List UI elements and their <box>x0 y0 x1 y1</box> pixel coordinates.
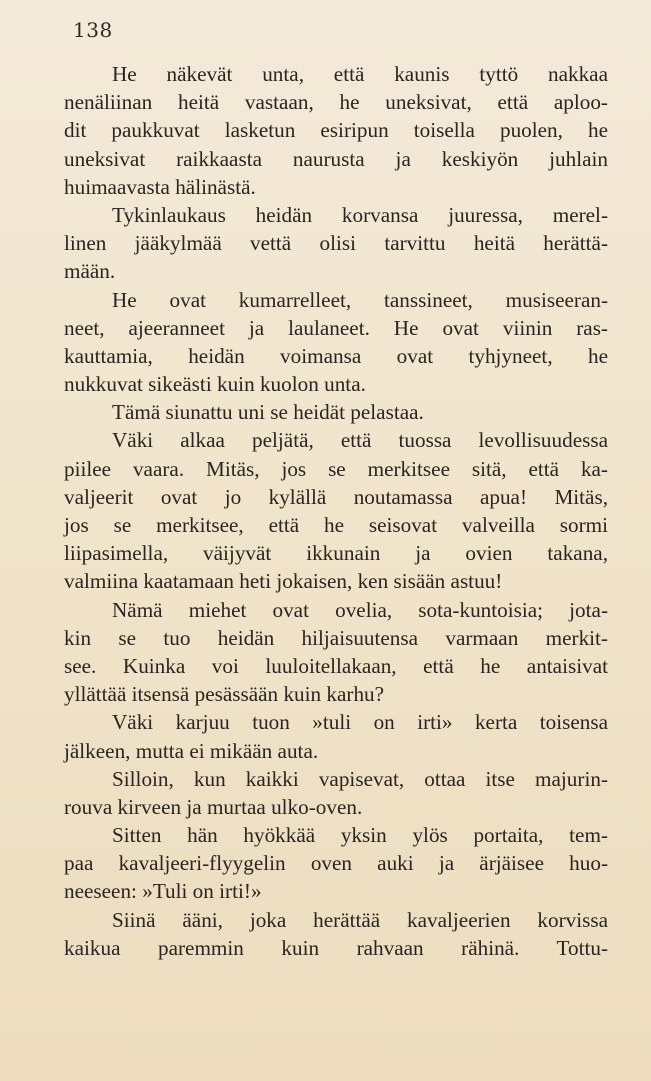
text-line: huimaavasta hälinästä. <box>64 174 256 199</box>
text-line: kin se tuo heidän hiljaisuutensa varmaan merkit- <box>64 625 608 650</box>
text-line: liipasimella, väijyvät ikkunain ja ovien takana, <box>64 541 608 566</box>
text-line: mään. <box>64 259 116 284</box>
page-number: 138 <box>73 18 113 42</box>
text-line: uneksivat raikkaasta naurusta ja keskiyön juhlain <box>64 146 608 171</box>
text-line: jos se merkitsee, että he seisovat valveilla sormi <box>64 513 608 537</box>
text-line: Silloin, kun kaikki vapisevat, ottaa itse majurin- <box>112 766 608 791</box>
text-line: rouva kirveen ja murtaa ulko-oven. <box>64 794 363 819</box>
text-line: Siinä ääni, joka herättää kavaljeerien korvissa <box>112 907 608 932</box>
text-line: yllättää itsensä pesässään kuin karhu? <box>64 682 385 707</box>
text-line: kauttamia, heidän voimansa ovat tyhjyneet, he <box>64 343 608 368</box>
text-line: kaikua paremmin kuin rahvaan rähinä. Tottu- <box>64 935 608 960</box>
text-line: nukkuvat sikeästi kuin kuolon unta. <box>64 372 366 397</box>
text-line: Sitten hän hyökkää yksin ylös portaita, tem- <box>112 823 608 848</box>
text-line: Väki alkaa peljätä, että tuossa levollisuudessa <box>112 428 608 453</box>
text-line: dit paukkuvat lasketun esiripun toisella puolen, he <box>64 118 608 143</box>
text-line: He ovat kumarrelleet, tanssineet, musiseeran- <box>112 287 608 312</box>
text-line: see. Kuinka voi luuloitellakaan, että he antaisivat <box>64 653 608 678</box>
text-line: piilee vaara. Mitäs, jos se merkitsee sitä, että ka- <box>64 456 608 481</box>
text-line: He näkevät unta, että kaunis tyttö nakkaa <box>112 62 608 86</box>
text-line: Tykinlaukaus heidän korvansa juuressa, merel- <box>112 202 608 227</box>
text-line: valjeerit ovat jo kylällä noutamassa apua! Mitäs, <box>64 484 608 509</box>
text-line: neet, ajeeranneet ja laulaneet. He ovat viinin ras- <box>64 315 608 340</box>
body-text <box>64 60 608 962</box>
text-line: Tämä siunattu uni se heidät pelastaa. <box>112 400 424 425</box>
text-line: valmiina kaatamaan heti jokaisen, ken sisään astuu! <box>64 569 503 594</box>
text-line: paa kavaljeeri-flyygelin oven auki ja ärjäisee huo- <box>64 851 608 876</box>
text-line: Väki karjuu tuon »tuli on irti» kerta toisensa <box>112 710 608 735</box>
text-line: neeseen: »Tuli on irti!» <box>64 879 262 904</box>
text-line: jälkeen, mutta ei mikään auta. <box>64 738 319 763</box>
text-line: nenäliinan heitä vastaan, he uneksivat, että aploo- <box>64 90 608 115</box>
text-line: linen jääkylmää vettä olisi tarvittu heitä herättä- <box>64 231 608 256</box>
text-line: Nämä miehet ovat ovelia, sota-kuntoisia; jota- <box>112 597 608 622</box>
